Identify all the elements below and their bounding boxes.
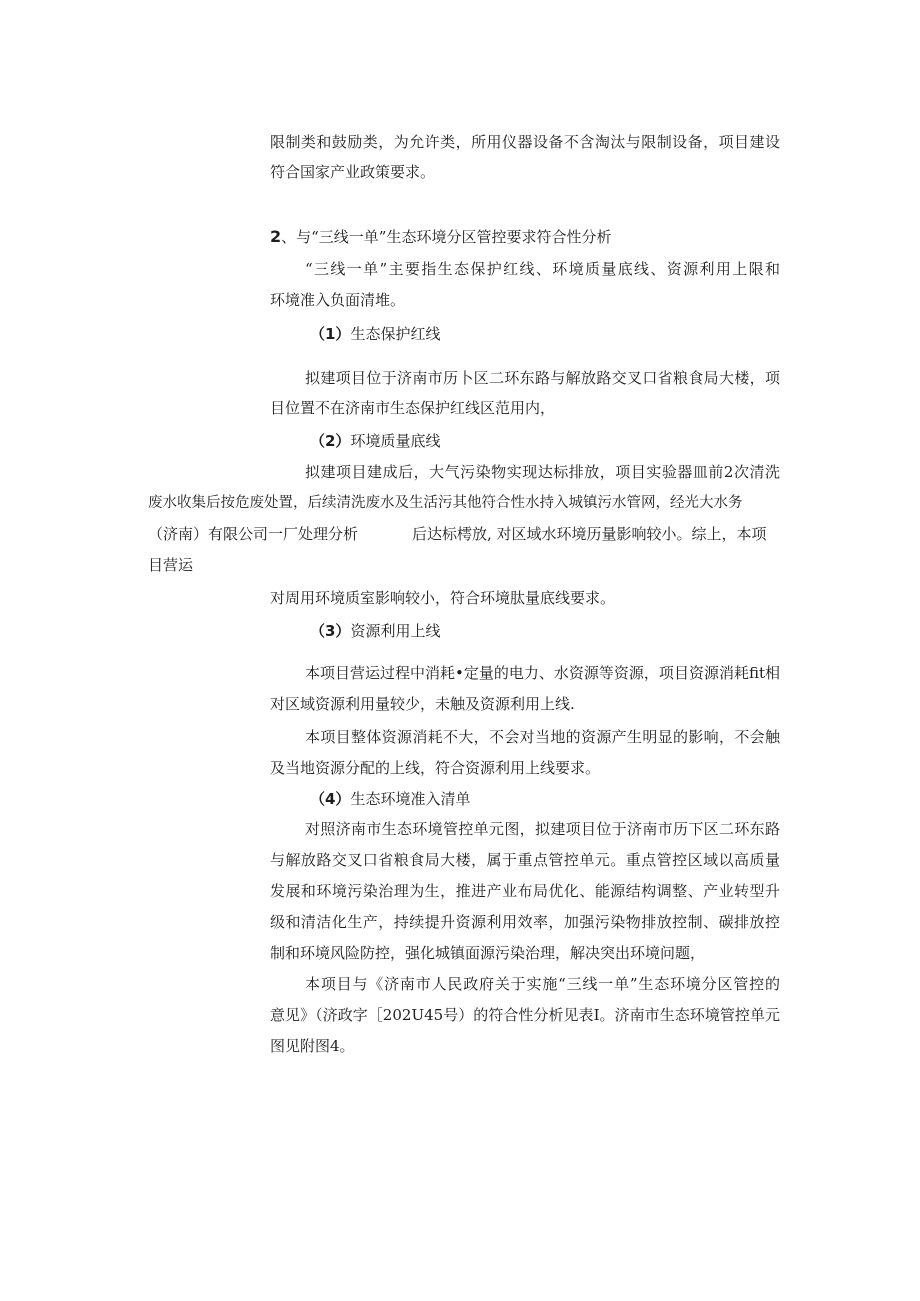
sub1-line-1: 拟建项目位于济南市历卜区二环东路与解放路交叉口省粮食局大楼，项 (305, 369, 780, 387)
section-2-intro-line-2: 环境准入负面清堆。 (270, 291, 406, 309)
sub-heading-2-title: 环境质量底线 (350, 432, 441, 450)
sub4-p1-line-3: 发展和环境污染治理为生，推进产业布局优化、能源结构调整、产业转型升 (270, 882, 780, 900)
sub1-line-2: 目位置不在济南市生态保护红线区范用内， (270, 399, 556, 417)
section-2-heading (270, 227, 611, 247)
section-number: 2 (270, 227, 282, 246)
sub2-line-4: 目营运 (148, 556, 194, 574)
sub2-line-2: 废水收集后按危废处置，后续清洗废水及生活污其他符合性水持入城镇污水管网，经光大水务 (148, 495, 743, 511)
sub4-p1-line-2: 与解放路交叉口省粮食局大楼，属于重点管控单元。重点管控区域以高质量 (270, 851, 780, 869)
sub4-p2-line-2: 意见》（济政字［202U45号）的符合性分析见表I。济南市生态环境管控单元 (270, 1006, 780, 1024)
sub3-p1-line-2: 对区域资源利用量较少，未触及资源利用上线. (270, 695, 575, 713)
sub-heading-1 (310, 324, 440, 344)
sub-heading-2-number: （2） (310, 432, 351, 450)
intro-line-2: 符合国家产业政策要求。 (270, 163, 436, 181)
sub-heading-3 (310, 621, 440, 641)
sub-heading-4-number: （4） (310, 790, 351, 808)
sub3-p2-line-1: 本项目整体资源消耗不大，不会对当地的资源产生明显的影响，不会触 (305, 728, 780, 746)
sub3-p2-line-2: 及当地资源分配的上线，符合资源利用上线要求。 (270, 759, 601, 777)
sub-heading-1-number: （1） (310, 325, 351, 343)
sub2-line-3b: 后达标樗放, 对区域水环境历量影响较小。综上，本项 (412, 525, 767, 543)
intro-line-1: 限制类和鼓励类，为允许类，所用仪器设备不含淘汰与限制设备，项目建设 (270, 133, 780, 151)
sub2-line-5: 对周用环境质室影响较小，符合环境肽量底线要求。 (270, 589, 616, 607)
sub-heading-4 (310, 789, 470, 809)
sub-heading-4-title: 生态环境准入清单 (350, 790, 471, 808)
section-title: 、与“三线一单”生态环境分区管控要求符合性分析 (281, 228, 612, 246)
sub2-line-3a: （济南）有限公司一厂处理分析 (148, 525, 359, 543)
sub3-p1-line-1: 本项目营运过程中消耗•定量的电力、水资源等资源，项目资源消耗fit相 (305, 664, 780, 682)
section-2-intro-line-1: “三线一单”主要指生态保护红线、环境质量底线、资源利用上限和 (305, 260, 780, 278)
sub2-line-1: 拟建项目建成后，大气污染物实现达标排放，项目实验器皿前2次清洗 (305, 463, 780, 481)
sub4-p2-line-1: 本项目与《济南市人民政府关于实施“三线一单”生态环境分区管控的 (305, 975, 780, 993)
sub4-p1-line-4: 级和清洁化生产，持续提升资源利用效率，加强污染物排放控制、碳排放控 (270, 913, 780, 931)
sub4-p1-line-1: 对照济南市生态环境管控单元图，拟建项目位于济南市历下区二环东路 (305, 820, 780, 838)
sub-heading-2 (310, 431, 440, 451)
sub-heading-3-title: 资源利用上线 (350, 622, 441, 640)
sub4-p2-line-3: 图见附图4。 (270, 1037, 355, 1055)
sub-heading-1-title: 生态保护红线 (350, 325, 441, 343)
sub4-p1-line-5: 制和环境风险防控，强化城镇面源污染治理，解决突出环境问题， (270, 944, 706, 962)
sub-heading-3-number: （3） (310, 622, 351, 640)
